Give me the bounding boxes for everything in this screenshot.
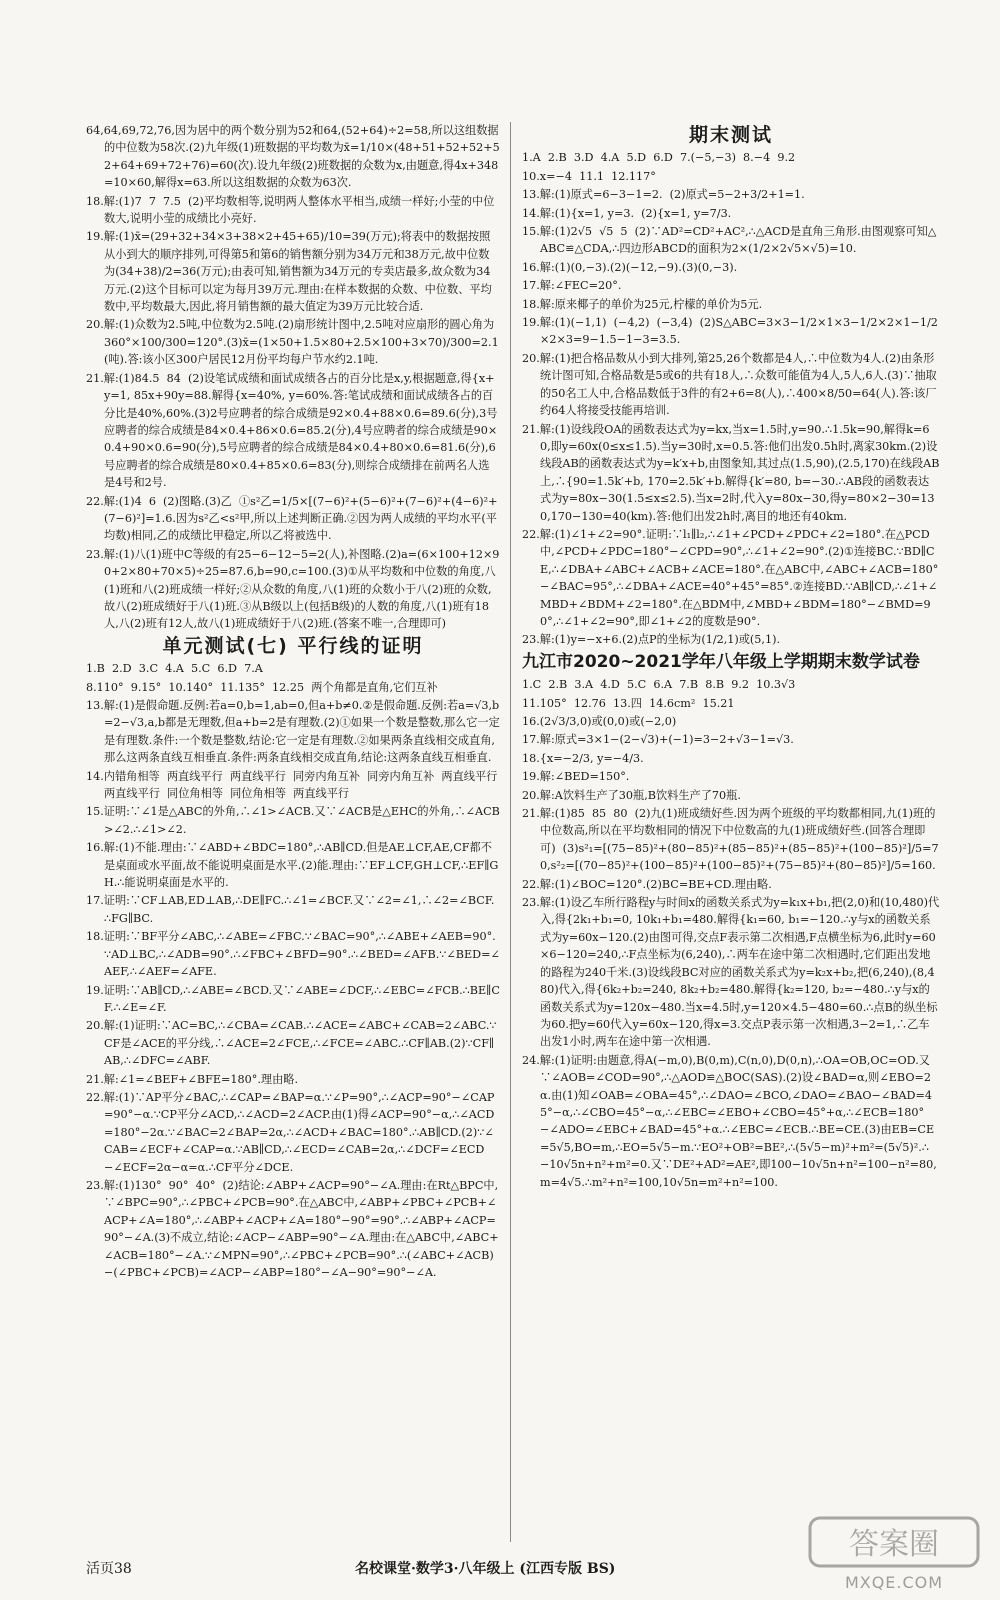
answer-item: 15.证明:∵∠1是△ABC的外角,∴∠1>∠ACB.又∵∠ACB是△EHC的外角,∴∠ACB>∠2.∴∠1>∠2.: [86, 805, 500, 836]
section-title-unit-test-7: 单元测试(七) 平行线的证明: [162, 634, 424, 657]
answer-item: 20.解:(1)证明:∵AC=BC,∴∠CBA=∠CAB.∴∠ACE=∠ABC+∠CAB=2∠ABC.∵CF是∠ACE的平分线,∴∠ACE=2∠FCE,∴∠FCE=∠ABC.∴CF∥AB.(2)∵CF∥AB,∴∠DFC=∠ABF.: [86, 1019, 497, 1068]
right-column: [522, 122, 940, 1192]
answer-item: 21.解:∠1=∠BEF+∠BFE=180°.理由略.: [86, 1072, 299, 1086]
answer-item: 64,64,69,72,76,因为居中的两个数分别为52和64,(52+64)÷2=58,所以这组数据的中位数为58次.(2)九年级(1)班数据的平均数为x̄=1/10×(48+51+52+52+52+64+69+72+76)=60(次).设九年级(2)班数据的众数为x,由题意,得4x+348=10×60,解得x=63.所以这组数据的众数为63次.: [86, 124, 500, 190]
answer-item: 21.解:(1)84.5 84 (2)设笔试成绩和面试成绩各占的百分比是x,y,根据题意,得{x+y=1, 85x+90y=88.解得{x=40%, y=60%.答:笔试成绩和面试成绩各占的百分比是40%,60%.(3)2号应聘者的综合成绩是92×0.4+88×0.6=89.6(分),3号应聘者的综合成绩是84×0.4+86×0.6=85.2(分),4号应聘者的综合成绩是90×0.4+90×0.6=90(分),5号应聘者的综合成绩是84×0.4+80×0.6=81.6(分),6号应聘者的综合成绩是80×0.4+85×0.6=83(分),则综合成绩排在前两名人选是4号和2号.: [86, 371, 498, 490]
answer-item: 16.解:(1)(0,−3).(2)(−12,−9).(3)(0,−3).: [522, 260, 738, 274]
answer-item: 15.解:(1)2√5 √5 5 (2)∵AD²=CD²+AC²,∴△ACD是直角三角形.由图观察可知△ABC≌△CDA,∴四边形ABCD的面积为2×(1/2×2√5×√5)=10.: [522, 225, 937, 256]
answer-item: 19.解:∠BED=150°.: [522, 770, 630, 784]
answer-item: 23.解:(1)八(1)班中C等级的有25−6−12−5=2(人),补图略.(2)a=(6×100+12×90+2×80+70×5)÷25=87.6,b=90,c=100.(3)①从平均数和中位数的角度,八(1)班和八(2)班成绩一样好;②从众数的角度,八(1)班的众数小于八(2)班的众数,故八(2)班成绩好于八(1)班.③从B级以上(包括B级)的人数的角度,八(1)班有18人,八(2)班有12人,故八(1)班成绩好于八(2)班.(答案不唯一,合理即可): [86, 547, 500, 631]
answer-item: 19.证明:∵AB∥CD,∴∠ABE=∠BCD.又∵∠ABE=∠DCF,∴∠EBC=∠FCB.∴BE∥CF.∴∠E=∠F.: [86, 983, 500, 1014]
answer-item: 22.解:(1)∠1+∠2=90°.证明:∵l₁∥l₂,∴∠1+∠PCD+∠PDC+∠2=180°.在△PCD中,∠PCD+∠PDC=180°−∠CPD=90°,∴∠1+∠2=90°.(2)①连接BC.∵BD∥CE,∴∠DBA+∠ABC+∠ACB+∠ACE=180°.在△ABC中,∠ABC+∠ACB=180°−∠BAC=95°,∴∠DBA+∠ACE=40°+45°=85°.②连接BD.∵AB∥CD,∴∠1+∠MBD+∠BDM+∠2=180°.在△BDM中,∠MBD+∠BDM=180°−∠BMD=90°,∴∠1+∠2=90°,即∠1+∠2的度数是90°.: [522, 527, 939, 628]
book-title: 名校课堂·数学3·八年级上 (江西专版 BS): [355, 1561, 616, 1577]
answer-item: 21.解:(1)85 85 80 (2)九(1)班成绩好些.因为两个班级的平均数都相同,九(1)班的中位数高,所以在平均数相同的情况下中位数高的九(1)班成绩好些.(回答合理即可) (3)s²₁=[(75−85)²+(80−85)²+(85−85)²+(85−85)²+(100−85)²]/5=70,s²₂=[(70−85)²+(100−85)²+(100−85)²+(75−85)²+(80−85)²]/5=160.: [522, 807, 939, 873]
page-label: 活页38: [86, 1561, 132, 1577]
answer-item: 17.解:原式=3×1−(2−√3)+(−1)=3−2+√3−1=√3.: [522, 733, 794, 747]
answer-item: 13.解:(1)是假命题.反例:若a=0,b=1,ab=0,但a+b≠0.②是假命题.反例:若a=√3,b=2−√3,a,b都是无理数,但a+b=2是有理数.(2)①如果一个数是整数,那么它一定是有理数.条件:一个数是整数,结论:它一定是有理数.②如果两条直线相交成直角,那么这两条直线互相垂直.条件:两条直线相交成直角,结论:这两条直线互相垂直.: [86, 699, 500, 765]
watermark-text: MXQE.COM: [844, 1573, 944, 1592]
answer-item: 23.解:(1)设乙车所行路程y与时间x的函数关系式为y=k₁x+b₁,把(2,0)和(10,480)代入,得{2k₁+b₁=0, 10k₁+b₁=480.解得{k₁=60, b₁=−120.∴y与x的函数关系式为y=60x−120.(2)由图可得,交点F表示第二次相遇,F点横坐标为6,此时y=60×6−120=240,∴F点坐标为(6,240),∴两车在途中第二次相遇时,它们距出发地的路程为240千米.(3)设线段BC对应的函数关系式为y=k₂x+b₂,把(6,240),(8,480)代入,得{6k₂+b₂=240, 8k₂+b₂=480.解得{k₂=120, b₂=−480.∴y与x的函数关系式为y=120x−480.当x=4.5时,y=120×4.5−480=60.∴点B的纵坐标为60.把y=60代入y=60x−120,得x=3.交点P表示第一次相遇,3−2=1,∴乙车出发1小时,两车在途中第一次相遇.: [522, 896, 940, 1049]
answer-item: 14.解:(1){x=1, y=3. (2){x=1, y=7/3.: [522, 206, 732, 220]
answer-item: 19.解:(1)(−1,1) (−4,2) (−3,4) (2)S△ABC=3×3−1/2×1×3−1/2×2×1−1/2×2×3=9−1.5−1−3=3.5.: [522, 316, 938, 347]
answer-item: 18.解:(1)7 7 7.5 (2)平均数相等,说明两人整体水平相当,成绩一样好;小莹的中位数大,说明小莹的成绩比小亮好.: [86, 194, 495, 226]
answer-item: 16.(2√3/3,0)或(0,0)或(−2,0): [522, 715, 677, 728]
answer-item: 23.解:(1)y=−x+6.(2)点P的坐标为(1/2,1)或(5,1).: [522, 633, 781, 647]
answer-item: 14.内错角相等 两直线平行 两直线平行 同旁内角互补 同旁内角互补 两直线平行 两直线平行 同位角相等 同位角相等 两直线平行: [86, 769, 505, 801]
answer-item: 17.解:∠FEC=20°.: [522, 279, 622, 293]
answer-item: 1.A 2.B 3.D 4.A 5.D 6.D 7.(−5,−3) 8.−4 9.2: [522, 151, 796, 165]
answer-item: 18.{x=−2/3, y=−4/3.: [522, 751, 644, 765]
answer-item: 23.解:(1)130° 90° 40° (2)结论:∠ABP+∠ACP=90°−∠A.理由:在Rt△BPC中,∵∠BPC=90°,∴∠PBC+∠PCB=90°.在△ABC中,∠ABP+∠PBC+∠PCB+∠ACP+∠A=180°,∴∠ABP+∠ACP+∠A=180°−90°=90°.∴∠ABP+∠ACP=90°−∠A.(3)不成立,结论:∠ACP−∠ABP=90°−∠A.理由:在△ABC中,∠ABC+∠ACB=180°−∠A.∵∠MPN=90°,∴∠PBC+∠PCB=90°.∴(∠ABC+∠ACB)−(∠PBC+∠PCB)=∠ACP−∠ABP=180°−∠A−90°=90°−∠A.: [86, 1178, 499, 1279]
answer-item: 1.B 2.D 3.C 4.A 5.C 6.D 7.A: [86, 662, 263, 676]
answer-item: 13.解:(1)原式=6−3−1=2. (2)原式=5−2+3/2+1=1.: [522, 188, 805, 202]
answer-item: 16.解:(1)不能.理由:∵∠ABD+∠BDC=180°,∴AB∥CD.但是AE⊥CF,AE,CF都不是桌面或水平面,故不能说明桌面是水平.(2)能.理由:∵EF⊥CF,GH⊥CF,∴EF∥GH.∴能说明桌面是水平的.: [86, 841, 499, 890]
answer-item: 17.证明:∵CF⊥AB,ED⊥AB,∴DE∥FC.∴∠1=∠BCF.又∵∠2=∠1,∴∠2=∠BCF.∴FG∥BC.: [86, 894, 495, 925]
answer-item: 1.C 2.B 3.A 4.D 5.C 6.A 7.B 8.B 9.2 10.3√3: [522, 678, 796, 692]
answer-item: 18.证明:∵BF平分∠ABC,∴∠ABE=∠FBC.∵∠BAC=90°,∴∠ABE+∠AEB=90°.∵AD⊥BC,∴∠ADB=90°.∴∠FBC+∠BFD=90°.∴∠BED=∠AFB.∵∠BED=∠AEF,∴∠AEF=∠AFE.: [86, 930, 500, 979]
answer-item: 20.解:(1)把合格品数从小到大排列,第25,26个数都是4人,∴中位数为4人.(2)由条形统计图可知,合格品数是5或6的共有18人,∴众数可能值为4人,5人,6人.(3)∵抽取的50名工人中,合格品数低于3件的有2+6=8(人),∴400×8/50=64(人).答:该厂约64人将接受技能再培训.: [522, 351, 937, 418]
answer-item: 22.解:(1)4 6 (2)图略.(3)乙 ①s²乙=1/5×[(7−6)²+(5−6)²+(7−6)²+(4−6)²+(7−6)²]=1.6.因为s²乙<s²甲,所以上述判断正确.②因为两人成绩的平均水平(平均数)相同,乙的成绩比甲稳定,所以乙将被选中.: [86, 494, 498, 543]
answer-item: 18.解:原来椰子的单价为25元,柠檬的单价为5元.: [522, 297, 763, 311]
watermark-logo-chars: 答案圈: [849, 1527, 939, 1562]
left-column: [86, 122, 505, 1282]
watermark-logo-icon: [806, 1514, 982, 1572]
answer-item: 8.110° 9.15° 10.140° 11.135° 12.25 两个角都是直角,它们互补: [86, 680, 438, 694]
answer-item: 21.解:(1)设线段OA的函数表达式为y=kx,当x=1.5时,y=90.∴1.5k=90,解得k=60,即y=60x(0≤x≤1.5).当y=30时,x=0.5.答:他们出发0.5h时,离家30km.(2)设线段AB的函数表达式为y=k′x+b,由图象知,其过点(1.5,90),(2.5,170)在线段AB上,∴{90=1.5k′+b, 170=2.5k′+b.解得{k′=80, b=−30.∴AB段的函数表达式为y=80x−30(1.5≤x≤2.5).当x=2时,代入y=80x−30,得y=80×2−30=130,170−130=40(km).答:他们出发2h时,离目的地还有40km.: [522, 422, 940, 523]
answer-item: 24.解:(1)证明:由题意,得A(−m,0),B(0,m),C(n,0),D(0,n),∴OA=OB,OC=OD.又∵∠AOB=∠COD=90°,∴△AOD≌△BOC(SAS).(2)设∠BAD=α,则∠EBO=2α.由(1)知∠OAB=∠OBA=45°,∴∠DAO=∠BCO,∠DAO=∠BAO−∠BAD=45°−α,∴∠CBO=45°−α,∴∠EBC=∠EBO+∠CBO=45°+α,∴∠ECB=180°−∠ADO=∠EBC+∠BAD=45°+α.∴∠EBC=∠ECB.∴BE=CE.(3)由EB=CE=5√5,BO=m,∴EO=5√5−m.∵EO²+OB²=BE²,∴(5√5−m)²+m²=(5√5)².∴−10√5n+n²+m²=0.又∵DE²+AD²=AE²,即100−10√5n+n²=100−n²=80,m=4√5.∴m²+n²=100,10√5n=m²+n²=100.: [522, 1053, 937, 1189]
answer-item: 11.105° 12.76 13.四 14.6cm² 15.21: [522, 696, 735, 710]
watermark-logo: [806, 1514, 982, 1592]
answer-item: 20.解:(1)众数为2.5吨,中位数为2.5吨.(2)扇形统计图中,2.5吨对应扇形的圆心角为360°×100/300=120°.(3)x̄=(1×50+1.5×80+2.5×100+3×70)/300=2.1(吨).答:该小区300户居民12月份平均每户节水约2.1吨.: [86, 318, 499, 367]
answer-item: 10.x=−4 11.1 12.117°: [522, 169, 656, 183]
answer-item: 22.解:(1)∠BOC=120°.(2)BC=BE+CD.理由略.: [522, 877, 772, 891]
section-title-final-test: 期末测试: [688, 124, 773, 146]
answer-item: 22.解:(1)∵AP平分∠BAC,∴∠CAP=∠BAP=α.∵∠P=90°,∴∠ACP=90°−∠CAP=90°−α.∵CP平分∠ACD,∴∠ACD=2∠ACP.由(1)得∠ACP=90°−α,∴∠ACD=180°−2α.∵∠BAC=2∠BAP=2α,∴∠ACD+∠BAC=180°.∴AB∥CD.(2)∵∠CAB=∠ECF+∠CAP=α.∵AB∥CD,∴∠ECD=∠CAB=2α,∴∠DCF=∠ECD−∠ECF=2α−α=α.∴CF平分∠DCE.: [86, 1090, 495, 1174]
answer-item: 20.解:A饮料生产了30瓶,B饮料生产了70瓶.: [522, 788, 741, 802]
answer-item: 19.解:(1)x̄=(29+32+34×3+38×2+45+65)/10=39(万元);将表中的数据按照从小到大的顺序排列,可得第5和第6的销售额分别为34万元和38万元,故中位数为(34+38)/2=36(万元);由表可知,销售额为34万元的专卖店最多,故众数为34万元.(2)这个目标可以定为每月39万元.理由:在样本数据的众数、中位数、平均数中,平均数最大,因此,将月销售额的最大值定为39万元比较合适.: [86, 230, 492, 314]
section-title-jiujiang-exam: 九江市2020~2021学年八年级上学期期末数学试卷: [522, 651, 920, 672]
column-divider: [510, 122, 511, 1542]
